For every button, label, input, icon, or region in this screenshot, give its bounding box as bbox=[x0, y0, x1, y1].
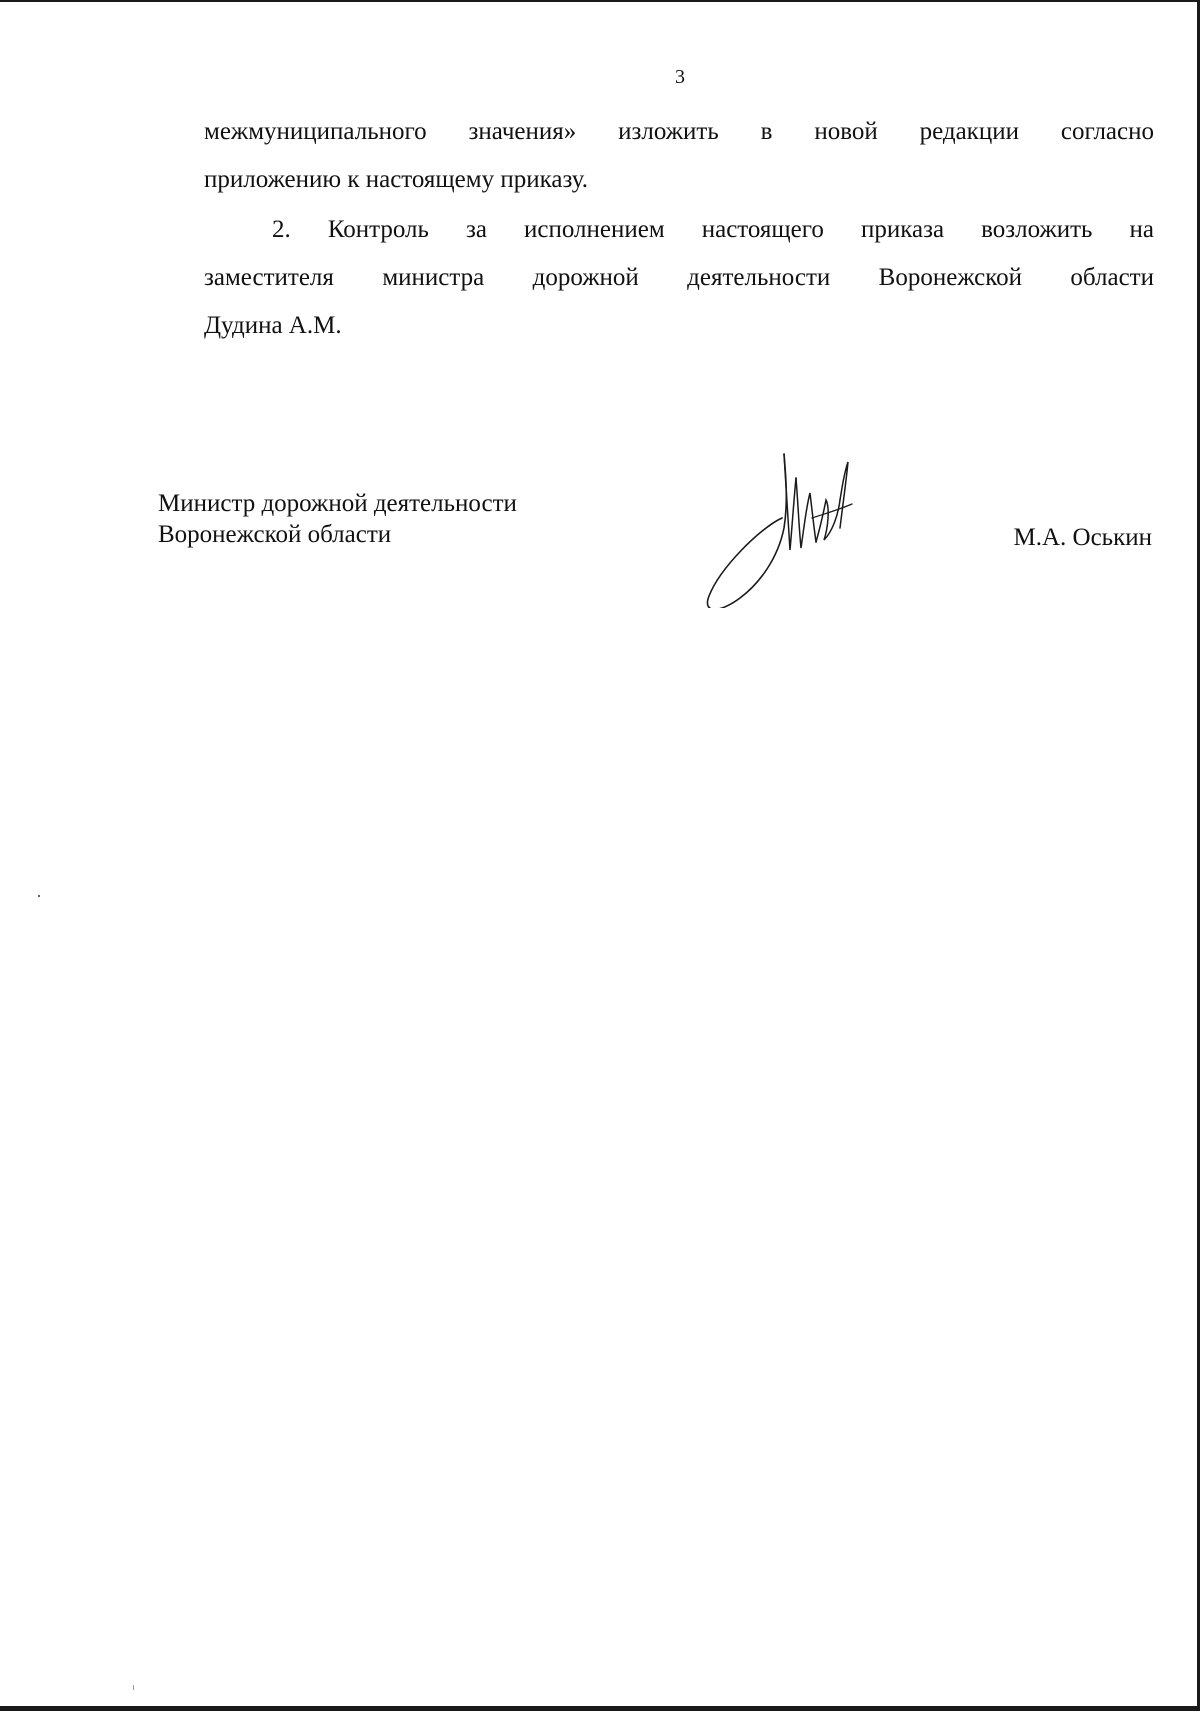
paragraph-2-line-2: заместителя министра дорожной деятельности Воронежской области bbox=[204, 264, 1154, 291]
paragraph-1-line-2: приложению к настоящему приказу. bbox=[204, 166, 589, 193]
paragraph-2-line-3: Дудина А.М. bbox=[204, 312, 342, 339]
scan-speck bbox=[133, 1685, 134, 1690]
page-number: 3 bbox=[675, 66, 685, 88]
signatory-position bbox=[158, 488, 517, 550]
paragraph-2 bbox=[204, 206, 1154, 350]
scan-edge-bottom bbox=[0, 1706, 1200, 1711]
handwritten-signature bbox=[700, 448, 870, 608]
paragraph-2-line-1: 2. Контроль за исполнением настоящего приказа возложить на bbox=[272, 216, 1154, 243]
scan-speck bbox=[38, 895, 40, 897]
signatory-position-line-2: Воронежской области bbox=[158, 521, 392, 548]
paragraph-1 bbox=[204, 108, 1154, 204]
signatory-position-line-1: Министр дорожной деятельности bbox=[158, 490, 517, 517]
signatory-name: М.А. Оськин bbox=[1013, 524, 1152, 551]
paragraph-1-line-1: межмуниципального значения» изложить в новой редакции согласно bbox=[204, 118, 1154, 145]
scan-edge-top bbox=[0, 0, 1200, 2]
